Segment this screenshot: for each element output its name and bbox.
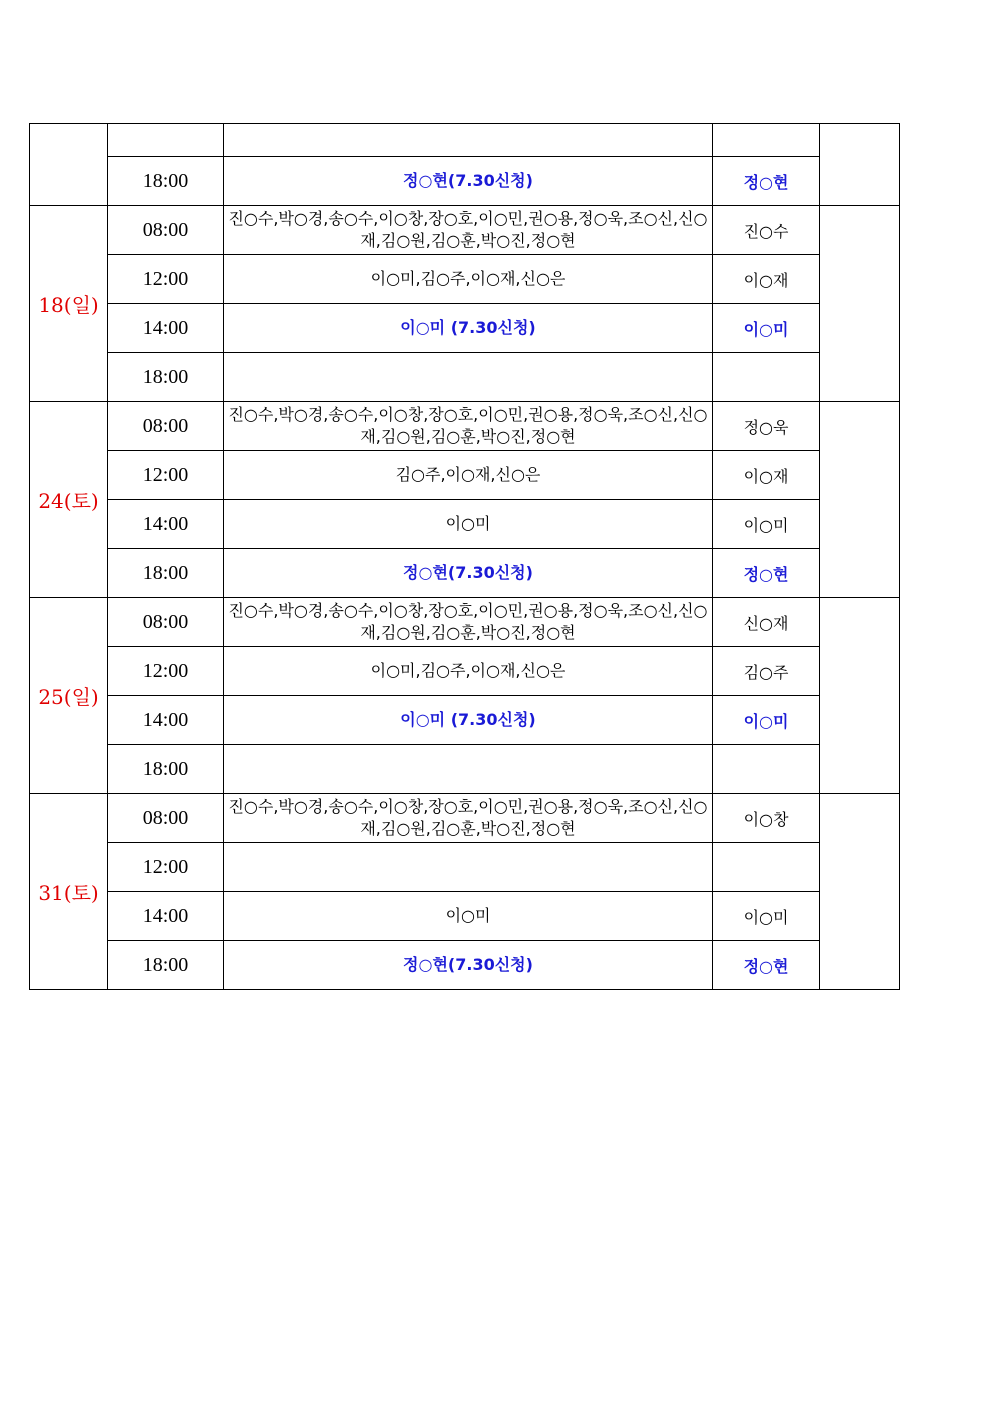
date-cell: 18(일)	[30, 206, 108, 402]
schedule-table	[29, 123, 900, 990]
table-row	[30, 647, 900, 696]
lead-cell	[713, 124, 820, 157]
note-cell	[820, 124, 900, 206]
lead-cell: 정○현	[713, 157, 820, 206]
table-row	[30, 843, 900, 892]
lead-cell: 이○미	[713, 696, 820, 745]
lead-cell	[713, 745, 820, 794]
lead-cell: 이○창	[713, 794, 820, 843]
time-cell: 18:00	[108, 745, 224, 794]
names-cell: 정○현(7.30신청)	[224, 549, 713, 598]
names-cell	[224, 843, 713, 892]
names-cell: 이○미,김○주,이○재,신○은	[224, 647, 713, 696]
lead-cell: 이○미	[713, 304, 820, 353]
table-row	[30, 549, 900, 598]
date-cell: 24(토)	[30, 402, 108, 598]
time-cell: 14:00	[108, 304, 224, 353]
time-cell: 08:00	[108, 402, 224, 451]
names-cell: 이○미,김○주,이○재,신○은	[224, 255, 713, 304]
time-cell: 08:00	[108, 206, 224, 255]
table-row	[30, 500, 900, 549]
lead-cell: 이○재	[713, 255, 820, 304]
lead-cell: 이○재	[713, 451, 820, 500]
time-cell: 14:00	[108, 696, 224, 745]
note-cell	[820, 402, 900, 598]
time-cell: 08:00	[108, 794, 224, 843]
lead-cell	[713, 843, 820, 892]
table-row	[30, 892, 900, 941]
table-row	[30, 451, 900, 500]
names-cell	[224, 124, 713, 157]
table-row	[30, 598, 900, 647]
names-cell: 정○현(7.30신청)	[224, 157, 713, 206]
time-cell: 14:00	[108, 500, 224, 549]
lead-cell: 정○현	[713, 941, 820, 990]
names-cell: 진○수,박○경,송○수,이○창,장○호,이○민,권○용,정○욱,조○신,신○재,김○원,김○훈,박○진,정○현	[224, 598, 713, 647]
names-cell: 이○미	[224, 892, 713, 941]
lead-cell: 진○수	[713, 206, 820, 255]
time-cell: 14:00	[108, 892, 224, 941]
time-cell: 18:00	[108, 549, 224, 598]
date-cell: 31(토)	[30, 794, 108, 990]
schedule-body	[30, 124, 900, 990]
note-cell	[820, 598, 900, 794]
time-cell: 08:00	[108, 598, 224, 647]
table-row	[30, 157, 900, 206]
lead-cell: 정○현	[713, 549, 820, 598]
time-cell: 12:00	[108, 647, 224, 696]
names-cell	[224, 353, 713, 402]
names-cell: 이○미	[224, 500, 713, 549]
table-row	[30, 402, 900, 451]
note-cell	[820, 206, 900, 402]
table-row	[30, 696, 900, 745]
names-cell: 진○수,박○경,송○수,이○창,장○호,이○민,권○용,정○욱,조○신,신○재,김○원,김○훈,박○진,정○현	[224, 794, 713, 843]
lead-cell: 신○재	[713, 598, 820, 647]
table-row	[30, 304, 900, 353]
table-row	[30, 353, 900, 402]
time-cell	[108, 124, 224, 157]
table-row	[30, 206, 900, 255]
names-cell: 이○미 (7.30신청)	[224, 696, 713, 745]
names-cell: 김○주,이○재,신○은	[224, 451, 713, 500]
note-cell	[820, 794, 900, 990]
lead-cell: 이○미	[713, 892, 820, 941]
table-row	[30, 745, 900, 794]
lead-cell: 이○미	[713, 500, 820, 549]
table-row	[30, 255, 900, 304]
time-cell: 18:00	[108, 941, 224, 990]
names-cell	[224, 745, 713, 794]
table-row	[30, 794, 900, 843]
lead-cell: 정○욱	[713, 402, 820, 451]
time-cell: 18:00	[108, 157, 224, 206]
date-cell	[30, 124, 108, 206]
table-row	[30, 124, 900, 157]
names-cell: 진○수,박○경,송○수,이○창,장○호,이○민,권○용,정○욱,조○신,신○재,김○원,김○훈,박○진,정○현	[224, 402, 713, 451]
time-cell: 18:00	[108, 353, 224, 402]
lead-cell	[713, 353, 820, 402]
names-cell: 정○현(7.30신청)	[224, 941, 713, 990]
date-cell: 25(일)	[30, 598, 108, 794]
time-cell: 12:00	[108, 255, 224, 304]
time-cell: 12:00	[108, 843, 224, 892]
lead-cell: 김○주	[713, 647, 820, 696]
names-cell: 이○미 (7.30신청)	[224, 304, 713, 353]
names-cell: 진○수,박○경,송○수,이○창,장○호,이○민,권○용,정○욱,조○신,신○재,김○원,김○훈,박○진,정○현	[224, 206, 713, 255]
time-cell: 12:00	[108, 451, 224, 500]
table-row	[30, 941, 900, 990]
